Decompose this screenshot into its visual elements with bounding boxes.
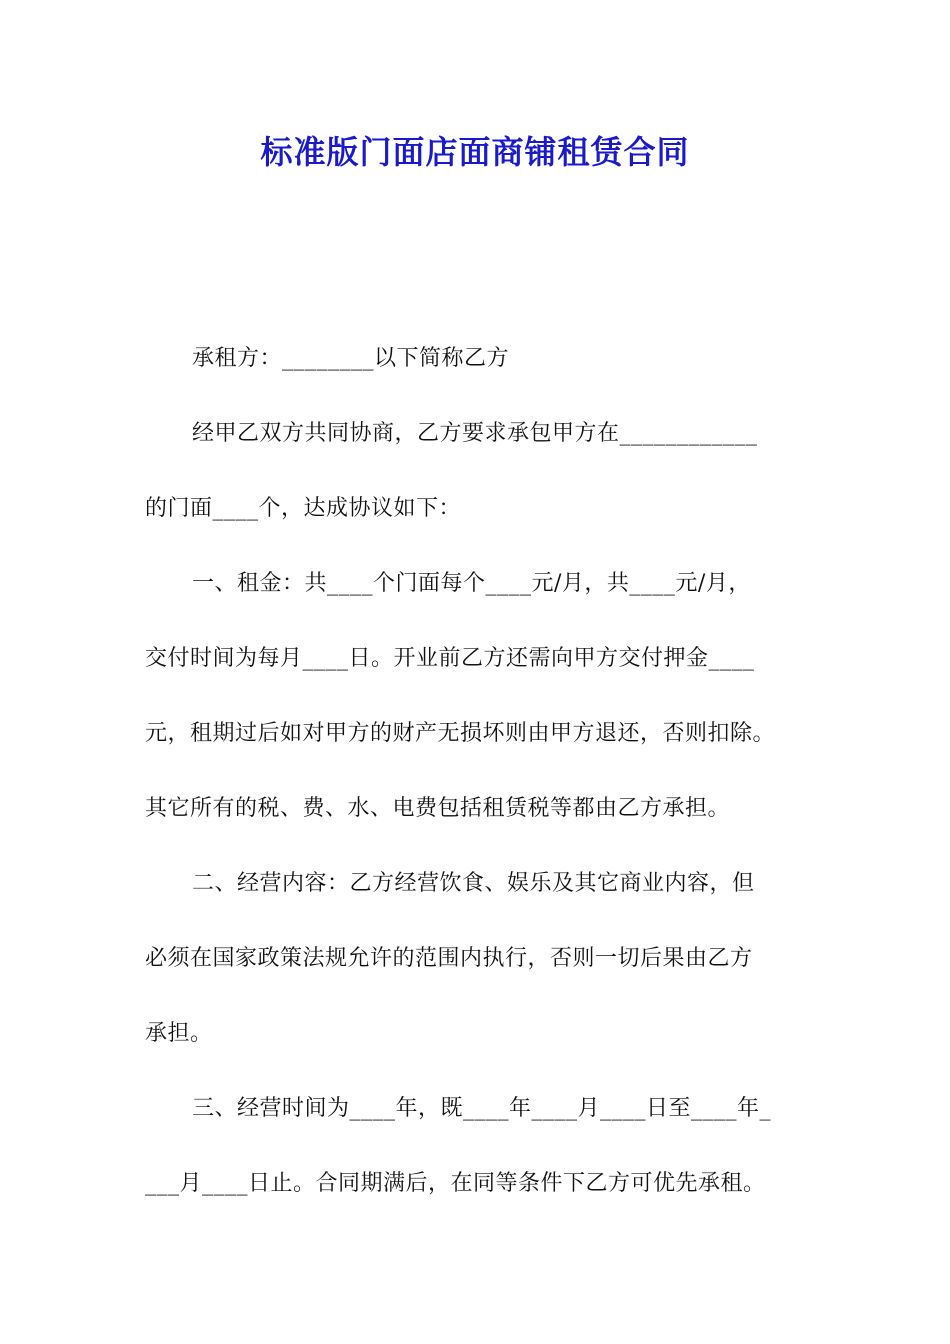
- clause-1-tax-line: 其它所有的税、费、水、电费包括租赁税等都由乙方承担。: [145, 796, 731, 821]
- clause-1-deposit-line: 元，租期过后如对甲方的财产无损坏则由甲方退还，否则扣除。: [145, 721, 776, 746]
- clause-2-business-line: 二、经营内容：乙方经营饮食、娱乐及其它商业内容，但: [192, 871, 755, 896]
- clause-2-business-line-end: 承担。: [145, 1021, 213, 1046]
- document-title: 标准版门面店面商铺租赁合同: [260, 133, 690, 171]
- clause-2-business-line-cont: 必须在国家政策法规允许的范围内执行，否则一切后果由乙方: [145, 946, 753, 971]
- clause-3-term-line-cont: ___月____日止。合同期满后，在同等条件下乙方可优先承租。: [145, 1171, 766, 1196]
- clause-3-term-line: 三、经营时间为____年，既____年____月____日至____年_: [192, 1096, 772, 1121]
- lessee-line: 承租方：________以下简称乙方: [192, 346, 510, 371]
- clause-1-rent-line: 一、租金：共____个门面每个____元/月，共____元/月，: [192, 571, 751, 596]
- agreement-intro-line: 经甲乙双方共同协商，乙方要求承包甲方在____________: [192, 421, 758, 446]
- agreement-intro-line-cont: 的门面____个，达成协议如下：: [145, 496, 462, 521]
- clause-1-payment-line: 交付时间为每月____日。开业前乙方还需向甲方交付押金____: [145, 646, 755, 671]
